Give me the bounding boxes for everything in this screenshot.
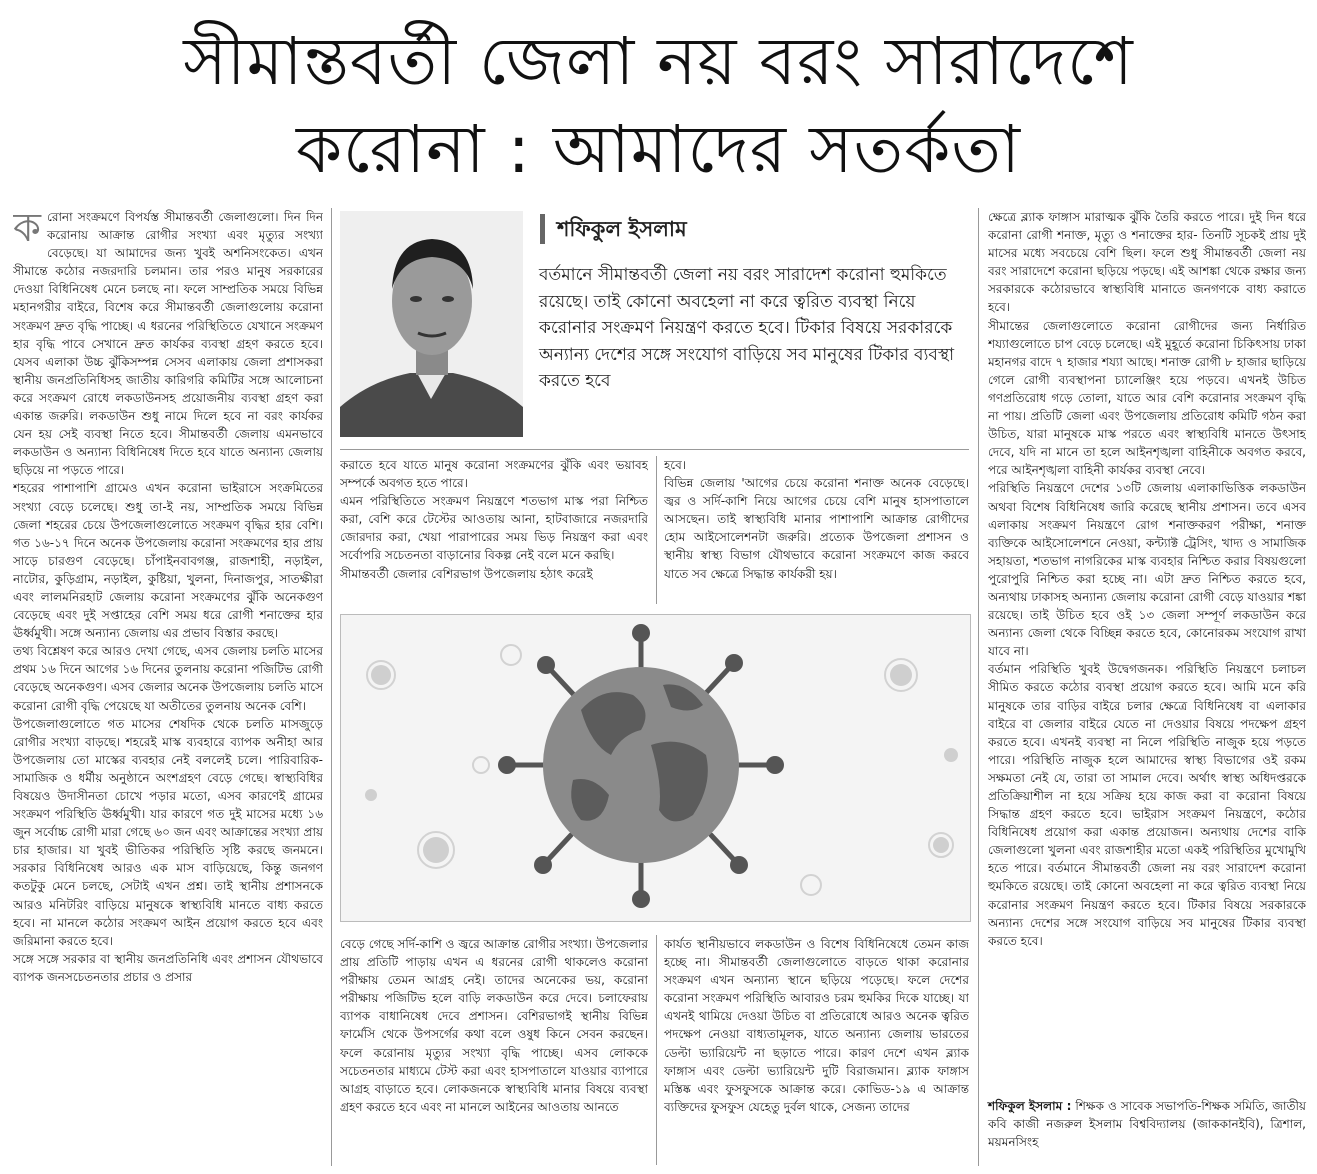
author-portrait-icon xyxy=(340,211,523,437)
paragraph: সীমান্তবর্তী জেলার বেশিরভাগ উপজেলায় হঠাৎ করেই xyxy=(340,566,593,581)
paragraph-text: রোনা সংক্রমণে বিপর্যস্ত সীমান্তবর্তী জেলাগুলো। দিন দিন করোনায় আক্রান্ত রোগীর সংখ্যা এবং মৃত্যুর সংখ্যা বেড়েছে। যা আমাদের জন্য খুবই অশনিসংকেত। এখন সীমান্তে কঠোর নজরদারি চলমান। তার পরও মানুষ সরকারের দেওয়া বিধিনিষেধ মেনে চলছে না। ফলে সাম্প্রতিক সময়ে বিভিন্ন মহানগরীর বাইরে, বিশেষ করে সীমান্তবর্তী জেলাগুলোয় করোনা সংক্রমণ দ্রুত বৃদ্ধি পাচ্ছে। এ ধরনের পরিস্থিতিতে যেখানে সংক্রমণ হার বৃদ্ধি পাবে সেখানে দ্রুত কার্যকর ব্যবস্থা গ্রহণ করতে হবে। যেসব এলাকা উচ্চ ঝুঁকিসম্পন্ন সেসব এলাকায় জেলা প্রশাসকরা স্থানীয় জনপ্রতিনিধিসহ জাতীয় কারিগরি কমিটির সঙ্গে আলোচনা করে সংক্রমণ রোধে লকডাউনসহ প্রয়োজনীয় ব্যবস্থা গ্রহণ করা একান্ত জরুরি। লকডাউন শুধু নামে দিলে হবে না বরং কার্যকর যেন হয় সেই ব্যবস্থা নিতে হবে। সীমান্তবর্তী জেলায় এমনভাবে লকডাউন ও অন্যান্য বিধিনিষেধ দিতে হবে যাতে অন্যান্য জেলায় ছড়িয়ে না পড়তে পারে। xyxy=(13,210,323,478)
column-1 xyxy=(13,208,323,1168)
column-4 xyxy=(988,208,1306,1081)
coronavirus-illustration xyxy=(340,614,971,922)
column-divider xyxy=(978,208,979,1166)
column-divider xyxy=(331,208,332,1166)
column-divider xyxy=(656,935,657,1165)
coronavirus-illustration-icon xyxy=(341,615,970,921)
column-3-lower xyxy=(664,935,969,1167)
paragraph: তথ্য বিশ্লেষণ করে আরও দেখা গেছে, এসব জেলায় চলতি মাসের প্রথম ১৬ দিনে আগের ১৬ দিনের তুলনায় করোনা পজিটিভ রোগী বেড়েছে অনেকগুণ। এসব জেলার অনেক উপজেলায় চলতি মাসে করোনা রোগী বৃদ্ধি পেয়েছে যা অতীতের তুলনায় অনেক বেশি। xyxy=(13,644,323,713)
headline-line-2: করোনা : আমাদের সতর্কতা xyxy=(295,111,1022,188)
section-divider xyxy=(340,449,969,450)
paragraph: বর্তমান পরিস্থিতি খুবই উদ্বেগজনক। পরিস্থিতি নিয়ন্ত্রণে চলাচল সীমিত করতে কঠোর ব্যবস্থা প্রয়োগ করতে হবে। আমি মনে করি মানুষকে তার বাড়ির বাইরে চলার ক্ষেত্রে বিধিনিষেধ বা এলাকার বাইরে বা জেলার বাইরে যেতে না দেওয়ার বিষয়ে পদক্ষেপ গ্রহণ করতে হবে। এখনই ব্যবস্থা না নিলে পরিস্থিতি নাজুক হয়ে পড়তে পারে। পরিস্থিতি নাজুক হলে আমাদের স্বাস্থ্য বিভাগের ওই রকম সক্ষমতা নেই যে, তারা তা সামাল দেবে। অর্থাৎ স্বাস্থ্য অধিদপ্তরকে প্রতিক্রিয়াশীল না হয়ে সক্রিয় হয়ে কাজ করা বা করোনা বিষয়ে সিদ্ধান্ত গ্রহণ করতে হবে। ভাইরাস সংক্রমণ নিয়ন্ত্রণে, কঠোর বিধিনিষেধ প্রয়োগ করা একান্ত প্রয়োজন। অন্যথায় দেশের বাকি জেলাগুলো খুলনা এবং রাজশাহীর মতো একই পরিস্থিতির মুখোমুখি হতে পারে। বর্তমানে সীমান্তবর্তী জেলা নয় বরং সারাদেশ করোনা হুমকিতে রয়েছে। তাই কোনো অবহেলা না করে ত্বরিত ব্যবস্থা নিয়ে করোনার সংক্রমণ নিয়ন্ত্রণ করতে হবে। টিকার বিষয়ে সরকারকে অন্যান্য দেশের সঙ্গে সংযোগ বাড়িয়ে সব মানুষের টিকার ব্যবস্থা করতে হবে। xyxy=(988,662,1306,948)
column-2-upper xyxy=(340,456,648,606)
author-photo xyxy=(340,211,523,437)
pull-quote: বর্তমানে সীমান্তবর্তী জেলা নয় বরং সারাদেশ করোনা হুমকিতে রয়েছে। তাই কোনো অবহেলা না করে ত্বরিত ব্যবস্থা নিয়ে করোনার সংক্রমণ নিয়ন্ত্রণ করতে হবে। টিকার বিষয়ে সরকারকে অন্যান্য দেশের সঙ্গে সংযোগ বাড়িয়ে সব মানুষের টিকার ব্যবস্থা করতে হবে xyxy=(539,265,955,392)
author-bio-name: শফিকুল ইসলাম : xyxy=(988,1099,1072,1113)
paragraph: উপজেলাগুলোতে গত মাসের শেষদিক থেকে চলতি মাসজুড়ে রোগীর সংখ্যা বাড়ছে। শহরেই মাস্ক ব্যবহারে ব্যাপক অনীহা আর উপজেলায় তো মাস্কের ব্যবহার নেই বললেই চলে। পারিবারিক-সামাজিক ও ধর্মীয় অনুষ্ঠানে অংশগ্রহণ বেড়ে গেছে। স্বাস্থ্যবিধির বিষয়েও উদাসীনতা চোখে পড়ার মতো, এসব কারণেই গ্রামের সংক্রমণ পরিস্থিতি ঊর্ধ্বমুখী। যার কারণে গত দুই মাসের মধ্যে ১৬ জুন সর্বোচ্চ রোগী মারা গেছে ৬০ জন এবং আক্রান্তের সংখ্যা প্রায় চার হাজার। যা খুবই ভীতিকর পরিস্থিতি সৃষ্টি করছে জনমনে। সরকার বিধিনিষেধ আরও এক মাস বাড়িয়েছে, কিন্তু জনগণ কতটুকু মেনে চলছে, সেটাই এখন প্রশ্ন। তাই স্থানীয় প্রশাসনকে আরও মনিটরিং বাড়িয়ে মানুষকে স্বাস্থ্যবিধি মানতে বাধ্য করতে হবে। না মানলে কঠোর সংক্রমণ আইন প্রয়োগ করতে হবে এবং জরিমানা করতে হবে। xyxy=(13,716,323,948)
paragraph: ক্ষেত্রে ব্ল্যাক ফাঙ্গাস মারাত্মক ঝুঁকি তৈরি করতে পারে। দুই দিন ধরে করোনা রোগী শনাক্ত, মৃত্যু ও শনাক্তের হার- তিনটি সূচকই প্রায় দুই মাসের মধ্যে সবচেয়ে বেশি ছিল। ফলে শুধু সীমান্তবর্তী জেলা নয় বরং সারাদেশে করোনা ছড়িয়ে পড়ছে। এই আশঙ্কা থেকে রক্ষার জন্য সরকারকে কঠোরভাবে স্বাস্থ্যবিধি মানাতে জনগণকে বাধ্য করাতে হবে। xyxy=(988,210,1306,315)
column-divider xyxy=(656,456,657,604)
paragraph: সীমান্তের জেলাগুলোতে করোনা রোগীদের জন্য নির্ধারিত শয্যাগুলোতে চাপ বেড়ে চলেছে। এই মুহূর্তে করোনা চিকিৎসায় ঢাকা মহানগর বাদে ৭ হাজার শয্যা আছে। শনাক্ত রোগী ৮ হাজার ছাড়িয়ে গেলে রোগী ব্যবস্থাপনা চ্যালেঞ্জিং হয়ে পড়বে। এখনই উচিত গণপ্রতিরোধ গড়ে তোলা, যাতে আর বেশি করোনার সংক্রমণ বৃদ্ধি না পায়। প্রতিটি জেলা এবং উপজেলায় প্রতিরোধ কমিটি গঠন করা উচিত, যারা মানুষকে মাস্ক পরতে এবং স্বাস্থ্যবিধি মানতে উৎসাহ দেবে, যদি না মানে তা হলে আইনশৃঙ্খলা বাহিনীকে অবগত করবে, পরে আইনশৃঙ্খলা বাহিনী কার্যকর ব্যবস্থা নেবে। xyxy=(988,318,1306,478)
paragraph: বিভিন্ন জেলায় 'আগের চেয়ে করোনা শনাক্ত অনেক বেড়েছে। জ্বর ও সর্দি-কাশি নিয়ে আগের চেয়ে বেশি মানুষ হাসপাতালে আসছেন। তাই স্বাস্থ্যবিধি মানার পাশাপাশি আক্রান্ত রোগীদের হোম আইসোলেশনটা জরুরি। প্রত্যেক উপজেলা প্রশাসন ও স্থানীয় স্বাস্থ্য বিভাগ যৌথভাবে করোনা সংক্রমণে কাজ করবে যাতে সব ক্ষেত্রে সিদ্ধান্ত কার্যকরী হয়। xyxy=(664,476,969,581)
paragraph: কার্যত স্থানীয়ভাবে লকডাউন ও বিশেষ বিধিনিষেধে তেমন কাজ হচ্ছে না। সীমান্তবর্তী জেলাগুলোতে বাড়তে থাকা করোনার সংক্রমণ এখন অন্যান্য স্থানে ছড়িয়ে পড়েছে। ফলে দেশের করোনা সংক্রমণ পরিস্থিতি আবারও চরম হুমকির দিকে যাচ্ছে। যা এখনই থামিয়ে দেওয়া উচিত বা প্রতিরোধে আরও অনেক ত্বরিত পদক্ষেপ নেওয়া বাধ্যতামূলক, যাতে অন্যান্য জেলায় ভারতের ডেল্টা ভ্যারিয়েন্ট না ছড়াতে পারে। কারণ দেশে এখন ব্ল্যাক ফাঙ্গাস এবং ডেল্টা ভ্যারিয়েন্ট দুটি বিরাজমান। ব্ল্যাক ফাঙ্গাস মস্তিষ্ক এবং ফুসফুসকে আক্রান্ত করে। কোভিড-১৯ এ আক্রান্ত ব্যক্তিদের ফুসফুস যেহেতু দুর্বল থাকে, সেজন্য তাদের xyxy=(664,937,969,1114)
drop-cap: ক xyxy=(13,208,41,251)
headline-line-1: সীমান্তবর্তী জেলা নয় বরং সারাদেশে xyxy=(183,23,1134,100)
paragraph: হবে। xyxy=(664,458,687,472)
paragraph: পরিস্থিতি নিয়ন্ত্রণে দেশের ১৩টি জেলায় এলাকাভিত্তিক লকডাউন অথবা বিশেষ বিধিনিষেধ জারি করেছে স্থানীয় প্রশাসন। তবে এসব এলাকায় সংক্রমণ নিয়ন্ত্রণে রোগ শনাক্তকরণ পরীক্ষা, শনাক্ত ব্যক্তিকে আইসোলেশনে নেওয়া, কন্ট্যাক্ট ট্রেসিং, খাদ্য ও সামাজিক সহায়তা, শতভাগ নাগরিকের মাস্ক ব্যবহার নিশ্চিত করার বিষয়গুলো পুরোপুরি নিশ্চিত করা হচ্ছে না। এটা দ্রুত নিশ্চিত করতে হবে, অন্যথায় ঢাকাসহ অন্যান্য জেলায় করোনা রোগী বেড়ে যাওয়ার শঙ্কা রয়েছে। তাই উচিত হবে ওই ১৩ জেলা সম্পূর্ণ লকডাউন করে অন্যান্য জেলা থেকে বিচ্ছিন্ন করতে হবে, কোনোরকম সংযোগ রাখা যাবে না। xyxy=(988,481,1306,659)
author-bio-text: শিক্ষক ও সাবেক সভাপতি-শিক্ষক সমিতি, জাতীয় কবি কাজী নজরুল ইসলাম বিশ্ববিদ্যালয় (জাককানইবি), ত্রিশাল, ময়মনসিংহ xyxy=(988,1099,1306,1150)
paragraph: শহরের পাশাপাশি গ্রামেও এখন করোনা ভাইরাসে সংক্রমিতের সংখ্যা বেড়ে চলেছে। শুধু তা-ই নয়, সাম্প্রতিক সময়ে বিভিন্ন জেলা শহরের চেয়ে উপজেলাগুলোতে সংক্রমণ বৃদ্ধির হার বেশি। গত ১৬-১৭ দিনে অনেক উপজেলায় করোনা সংক্রমণের হার প্রায় সাড়ে চারগুণ বেড়েছে। চাঁপাইনবাবগঞ্জ, রাজশাহী, নড়াইল, নাটোর, কুড়িগ্রাম, নড়াইল, কুষ্টিয়া, খুলনা, দিনাজপুর, সাতক্ষীরা এবং লালমনিরহাট জেলায় করোনা সংক্রমণের ঝুঁকি অনেকগুণ বেড়েছে এবং দুই সপ্তাহের বেশি সময় ধরে রোগী শনাক্তের হার ঊর্ধ্বমুখী। সঙ্গে অন্যান্য জেলায় এর প্রভাব বিস্তার করছে। xyxy=(13,481,323,641)
paragraph: বেড়ে গেছে সর্দি-কাশি ও জ্বরে আক্রান্ত রোগীর সংখ্যা। উপজেলার প্রায় প্রতিটি পাড়ায় এখন এ ধরনের রোগী থাকলেও করোনা পরীক্ষায় তেমন আগ্রহ নেই। তাদের অনেকের ভয়, করোনা পরীক্ষায় পজিটিভ হলে বাড়ি লকডাউন করে দেবে। চলাফেরায় ব্যাপক বাধানিষেধ দেবে প্রশাসন। বেশিরভাগই স্থানীয় বিভিন্ন ফার্মেসি থেকে উপসর্গের কথা বলে ওষুধ কিনে সেবন করছেন। ফলে করোনায় মৃত্যুর সংখ্যা বৃদ্ধি পাচ্ছে। এসব লোককে সচেতনতার মাধ্যমে টেস্ট করা এবং হাসপাতালে যাওয়ার ব্যাপারে আগ্রহ বাড়াতে হবে। লোকজনকে স্বাস্থ্যবিধি মানার বিষয়ে ব্যবস্থা গ্রহণ করতে হবে এবং না মানলে আইনের আওতায় আনতে xyxy=(340,937,648,1114)
paragraph: এমন পরিস্থিতিতে সংক্রমণ নিয়ন্ত্রণে শতভাগ মাস্ক পরা নিশ্চিত করা, বেশি করে টেস্টের আওতায় আনা, হাটবাজারে নজরদারি জোরদার করা, খেয়া পারাপারের সময় ভিড় নিয়ন্ত্রণ করা এবং সর্বোপরি সচেতনতা বাড়ানোর বিকল্প নেই বলে মনে করছি। xyxy=(340,494,648,563)
paragraph: সঙ্গে সঙ্গে সরকার বা স্থানীয় জনপ্রতিনিধি এবং প্রশাসন যৌথভাবে ব্যাপক জনসচেতনতার প্রচার ও প্রসার xyxy=(13,951,323,984)
byline: শফিকুল ইসলাম xyxy=(540,214,687,244)
column-2-lower xyxy=(340,935,648,1167)
paragraph: করাতে হবে যাতে মানুষ করোনা সংক্রমণের ঝুঁকি এবং ভয়াবহ সম্পর্কে অবগত হতে পারে। xyxy=(340,458,648,491)
paragraph xyxy=(13,208,323,479)
author-bio xyxy=(988,1097,1306,1151)
headline xyxy=(0,18,1317,194)
column-3-upper xyxy=(664,456,969,606)
